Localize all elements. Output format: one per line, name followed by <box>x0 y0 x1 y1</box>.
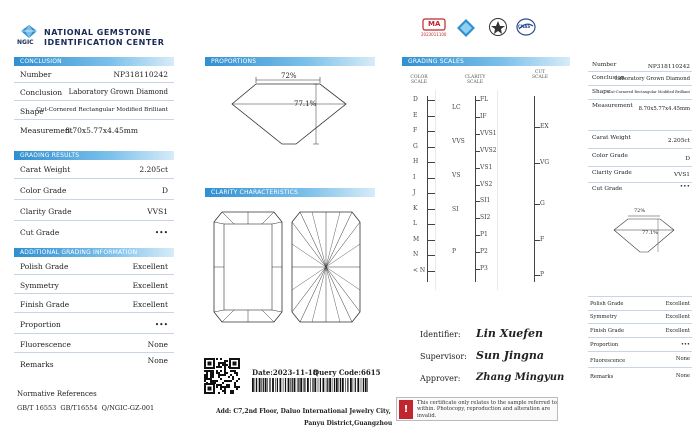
cut-scale <box>526 96 556 286</box>
warning-icon: ! <box>399 400 413 419</box>
clarity-scale-item: P1 <box>480 231 488 239</box>
qr-code[interactable] <box>203 357 241 395</box>
clarity-group-label: VS <box>452 172 461 180</box>
rp-proportion-table-pct: 72% <box>634 208 646 214</box>
gem-diamond-icon <box>456 18 476 40</box>
color-scale-item: < N <box>413 266 426 274</box>
color-scale-item: H <box>413 158 419 165</box>
clarity-pavilion-diagram <box>290 210 362 326</box>
section-conclusion: CONCLUSION <box>14 57 174 66</box>
org-name-line1: NATIONAL GEMSTONE <box>44 28 151 37</box>
color-scale-item: F <box>413 127 418 134</box>
normative-refs: GB/T 16553 GB/T16554 Q/NGIC-GZ-001 <box>17 404 155 412</box>
clarity-group-label: SI <box>452 205 459 213</box>
clarity-scale-item: P3 <box>480 265 488 273</box>
color-scale-item: E <box>413 111 418 119</box>
section-additional: ADDITIONAL GRADING INFORMATION <box>14 248 174 257</box>
section-clarity: CLARITY CHARACTERISTICS <box>205 188 375 197</box>
clarity-group-label: VVS <box>452 138 465 146</box>
proportions-diagram <box>228 72 350 152</box>
color-scale-item: I <box>413 173 416 181</box>
color-scale-item: K <box>413 204 418 212</box>
normative-title: Normative References <box>17 390 97 398</box>
notice-box <box>396 397 558 421</box>
cut-scale-item: P <box>540 270 545 278</box>
cut-scale-item: VG <box>540 159 550 166</box>
section-grading-scales: GRADING SCALES <box>402 57 570 66</box>
org-name-line2: IDENTIFICATION CENTER <box>44 38 165 47</box>
address-line1: Add: C7,2nd Floor, Daluo International Jewelry City, <box>216 408 391 415</box>
barcode <box>252 378 370 392</box>
round-seal-icon <box>488 17 508 39</box>
cnas-mark-label: CNAS <box>518 24 531 29</box>
color-scale-head: COLOR SCALE <box>410 75 428 85</box>
color-scale-item: D <box>413 96 418 103</box>
query-code: Query Code:6615 <box>313 368 381 377</box>
color-scale-item: J <box>413 189 416 196</box>
section-proportions: PROPORTIONS <box>205 57 375 66</box>
color-scale-item: L <box>413 220 417 227</box>
clarity-group-label: LC <box>452 104 461 112</box>
approver-role: Approver: <box>420 374 461 383</box>
clarity-scale-item: P2 <box>480 248 488 256</box>
color-scale <box>405 96 435 286</box>
cut-scale-head: CUT SCALE <box>531 70 549 80</box>
address-line2: Panyu District,Guangzhou <box>304 420 393 427</box>
approver-signature: Zhang Mingyun <box>476 372 565 383</box>
clarity-scale-item: VVS2 <box>480 146 497 154</box>
clarity-scale-item: SI1 <box>480 197 491 205</box>
identifier-role: Identifier: <box>420 330 461 339</box>
clarity-scale-item: FL <box>480 96 489 103</box>
supervisor-signature: Sun Jingna <box>476 349 544 362</box>
section-grading-results: GRADING RESULTS <box>14 151 174 160</box>
clarity-scale <box>452 96 498 286</box>
color-scale-item: N <box>413 251 419 258</box>
rp-proportion-depth-pct: 77.1% <box>642 230 658 236</box>
clarity-group-label: P <box>452 248 457 256</box>
clarity-scale-item: SI2 <box>480 214 491 222</box>
cma-mark-label: MA <box>428 20 441 28</box>
cut-scale-item: G <box>540 200 545 208</box>
clarity-scale-item: VVS1 <box>480 129 497 137</box>
cut-scale-item: EX <box>540 123 549 130</box>
proportion-depth-pct: 77.1% <box>294 100 317 108</box>
clarity-scale-item: VS2 <box>480 180 493 188</box>
clarity-scale-item: VS1 <box>480 163 493 171</box>
cut-scale-item: F <box>540 236 545 244</box>
notice-text: This certificate only relates to the sample referred to within. Photocopy, reproduction and alteration are invalid. <box>417 400 557 419</box>
proportion-table-pct: 72% <box>281 72 297 80</box>
logo-abbr: NGIC <box>17 39 34 46</box>
identifier-signature: Lin Xuefen <box>476 327 543 340</box>
clarity-scale-item: IF <box>480 112 487 120</box>
clarity-scale-head: CLARITY SCALE <box>464 75 486 85</box>
issue-date: Date:2023-11-18 <box>252 368 318 377</box>
supervisor-role: Supervisor: <box>420 352 467 361</box>
color-scale-item: M <box>413 235 420 243</box>
clarity-crown-diagram <box>212 210 284 326</box>
color-scale-item: G <box>413 142 418 150</box>
cma-subtitle: 2023011100 <box>421 32 447 37</box>
